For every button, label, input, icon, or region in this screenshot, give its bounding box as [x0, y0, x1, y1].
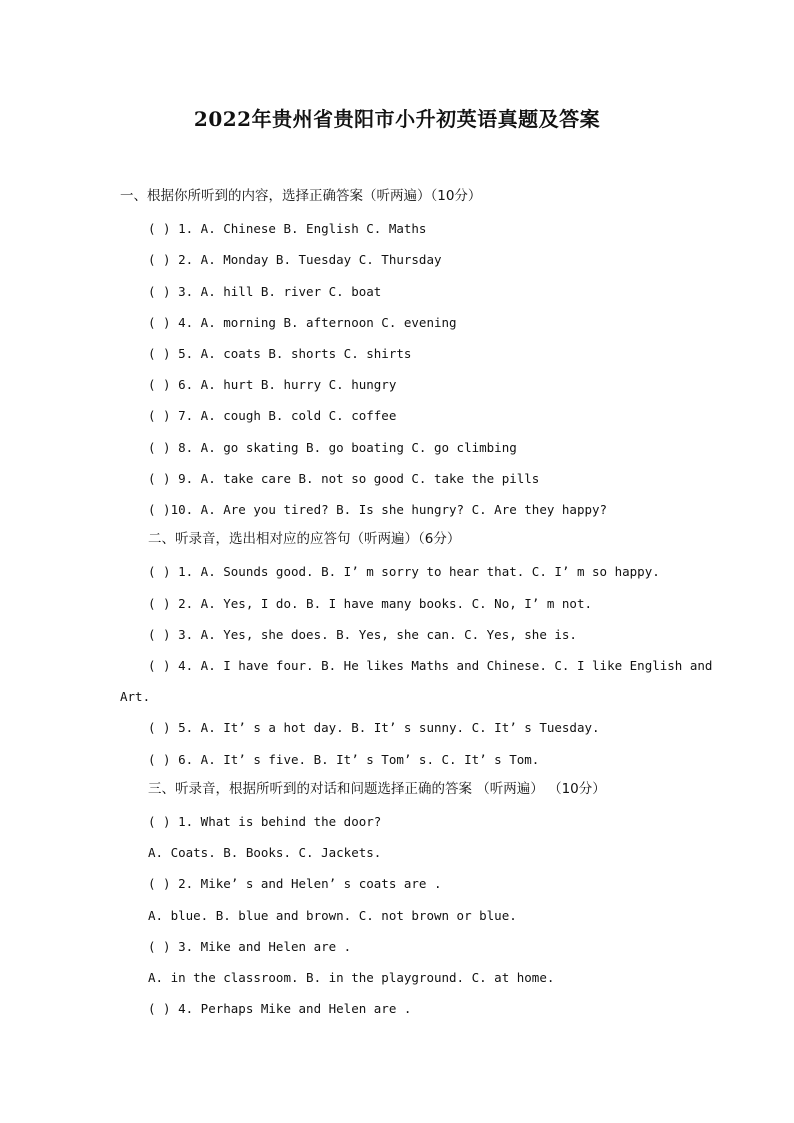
question-line: ( ) 6. A. It’ s five. B. It’ s Tom’ s. C. It’ s Tom. — [148, 752, 540, 767]
question-line: ( ) 5. A. It’ s a hot day. B. It’ s sunny. C. It’ s Tuesday. — [148, 720, 600, 735]
question-line: ( ) 3. A. hill B. river C. boat — [148, 284, 382, 299]
section-2-heading: 二、听录音，选出相对应的应答句（听两遍）（6分） — [148, 531, 461, 547]
question-line: ( ) 4. Perhaps Mike and Helen are . — [148, 1001, 412, 1016]
question-line: ( ) 3. A. Yes, she does. B. Yes, she can. C. Yes, she is. — [148, 627, 577, 642]
document-title: 2022年贵州省贵阳市小升初英语真题及答案 — [193, 107, 601, 131]
question-line: ( ) 8. A. go skating B. go boating C. go climbing — [148, 440, 517, 455]
section-1-heading: 一、根据你所听到的内容，选择正确答案（听两遍）（10分） — [120, 188, 482, 204]
section-3-heading: 三、听录音，根据所听到的对话和问题选择正确的答案 （听两遍） （10分） — [148, 781, 606, 797]
question-line: ( ) 5. A. coats B. shorts C. shirts — [148, 346, 412, 361]
question-line: ( ) 4. A. morning B. afternoon C. evening — [148, 315, 457, 330]
question-line: ( ) 7. A. cough B. cold C. coffee — [148, 408, 397, 423]
answer-options-line: A. Coats. B. Books. C. Jackets. — [148, 845, 382, 860]
question-line: ( ) 4. A. I have four. B. He likes Maths and Chinese. C. I like English and — [148, 658, 713, 673]
question-line: ( ) 6. A. hurt B. hurry C. hungry — [148, 377, 397, 392]
question-line: ( ) 9. A. take care B. not so good C. take the pills — [148, 471, 540, 486]
question-line: ( ) 2. Mike’ s and Helen’ s coats are . — [148, 876, 442, 891]
question-line: ( ) 2. A. Yes, I do. B. I have many books. C. No, I’ m not. — [148, 596, 593, 611]
question-line: ( ) 1. A. Sounds good. B. I’ m sorry to hear that. C. I’ m so happy. — [148, 564, 660, 579]
question-line: ( ) 1. A. Chinese B. English C. Maths — [148, 221, 427, 236]
question-line: ( ) 1. What is behind the door? — [148, 814, 382, 829]
question-line: ( ) 3. Mike and Helen are . — [148, 939, 352, 954]
question-line: ( )10. A. Are you tired? B. Is she hungry? C. Are they happy? — [148, 502, 608, 517]
question-line: ( ) 2. A. Monday B. Tuesday C. Thursday — [148, 252, 442, 267]
answer-options-line: A. in the classroom. B. in the playground. C. at home. — [148, 970, 555, 985]
answer-options-line: A. blue. B. blue and brown. C. not brown or blue. — [148, 908, 517, 923]
question-line-continuation: Art. — [120, 689, 151, 704]
